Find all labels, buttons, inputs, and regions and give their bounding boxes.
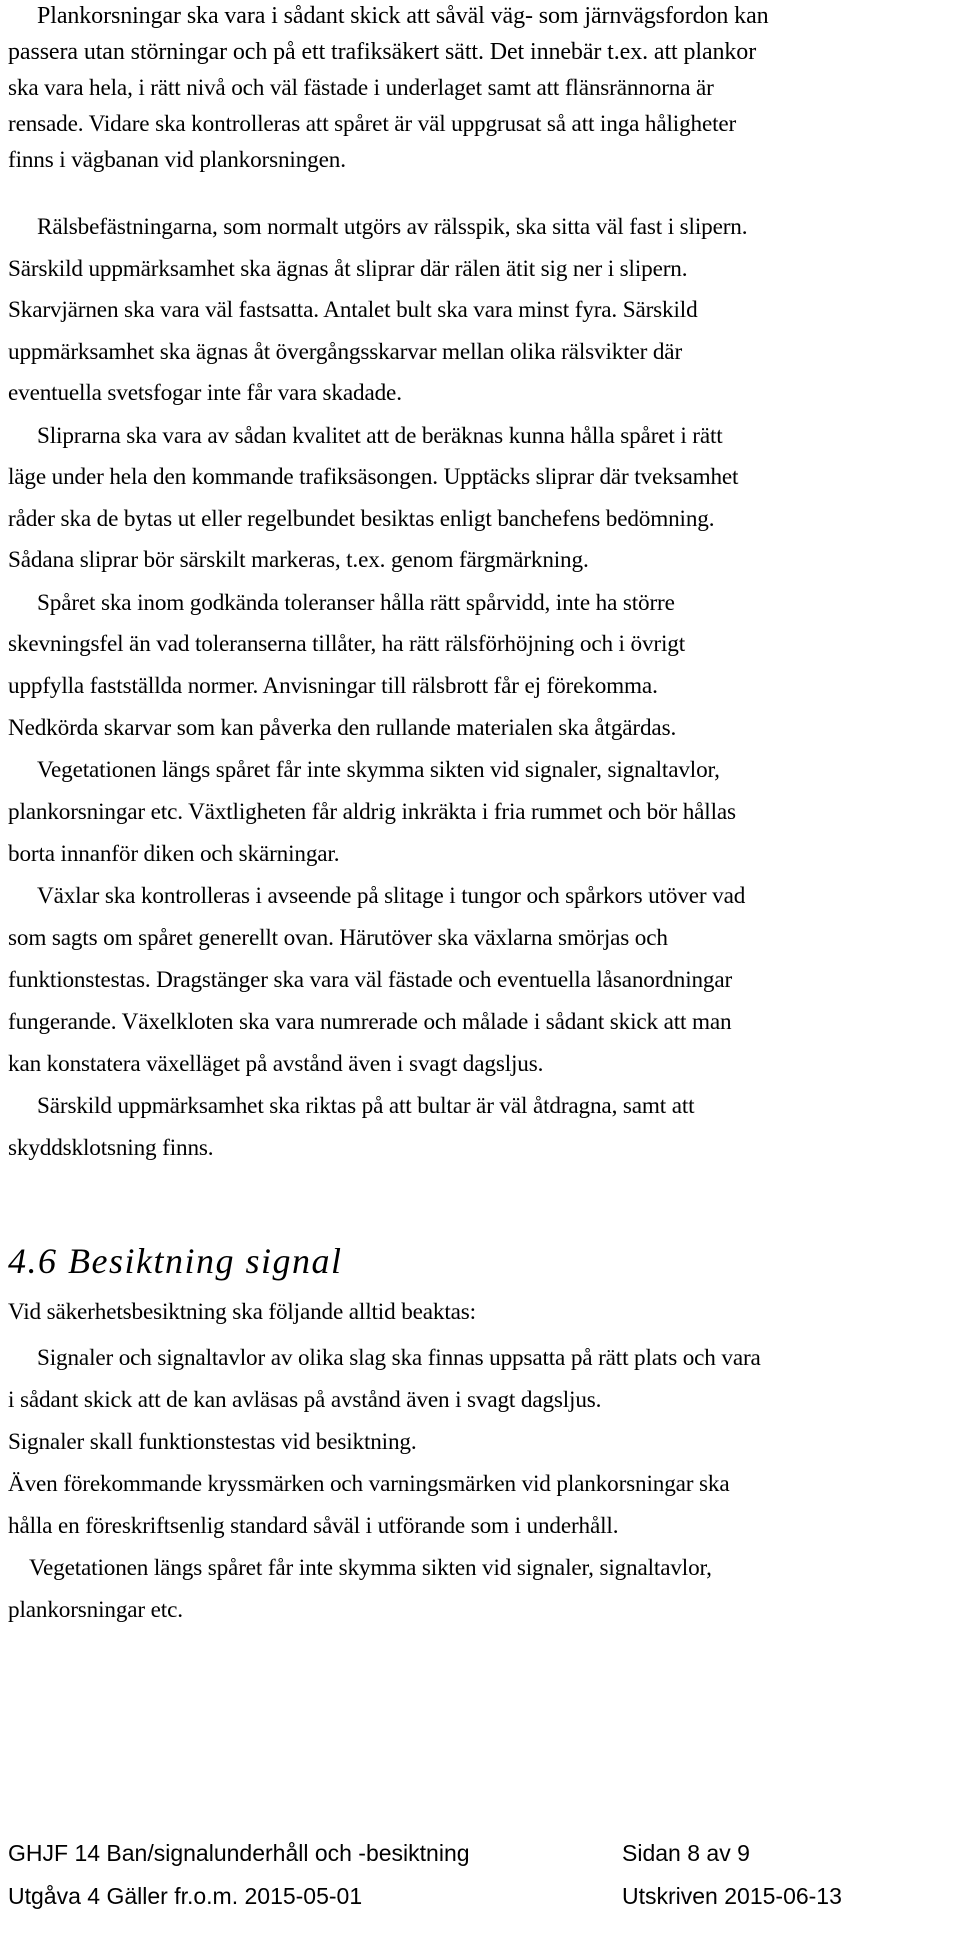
footer-edition: Utgåva 4 Gäller fr.o.m. 2015-05-01 [8, 1883, 363, 1909]
line-text: hålla en föreskriftsenlig standard såväl i utförande som i underhåll. [8, 1513, 619, 1539]
line-text: Vid säkerhetsbesiktning ska följande alltid beaktas: [8, 1299, 476, 1325]
line-text: eventuella svetsfogar inte får vara skadade. [8, 380, 402, 406]
line-text: fungerande. Växelkloten ska vara numrerade och målade i sådant skick att man [8, 1009, 732, 1035]
line-text: Sliprarna ska vara av sådan kvalitet att de beräknas kunna hålla spåret i rätt [37, 423, 723, 449]
line-text: Vegetationen längs spåret får inte skymma sikten vid signaler, signaltavlor, [29, 1555, 712, 1581]
line-text: Även förekommande kryssmärken och varningsmärken vid plankorsningar ska [8, 1471, 730, 1497]
line-text: Nedkörda skarvar som kan påverka den rullande materialen ska åtgärdas. [8, 715, 677, 741]
line-text: Spåret ska inom godkända toleranser hålla rätt spårvidd, inte ha större [37, 590, 675, 616]
line-text: Skarvjärnen ska vara väl fastsatta. Antalet bult ska vara minst fyra. Särskild [8, 297, 698, 323]
line-text: Vegetationen längs spåret får inte skymma sikten vid signaler, signaltavlor, [37, 757, 720, 783]
line-text: skyddsklotsning finns. [8, 1135, 214, 1161]
line-text: passera utan störningar och på ett trafiksäkert sätt. Det innebär t.ex. att plankor [8, 39, 757, 65]
line-text: borta innanför diken och skärningar. [8, 841, 340, 867]
line-text: Signaler och signaltavlor av olika slag ska finnas uppsatta på rätt plats och vara [37, 1345, 761, 1371]
line-text: Signaler skall funktionstestas vid besiktning. [8, 1429, 417, 1455]
line-text: plankorsningar etc. [8, 1597, 183, 1623]
line-text: i sådant skick att de kan avläsas på avstånd även i svagt dagsljus. [8, 1387, 602, 1413]
line-text: Plankorsningar ska vara i sådant skick att såväl väg- som järnvägsfordon kan [37, 3, 769, 29]
line-text: som sagts om spåret generellt ovan. Härutöver ska växlarna smörjas och [8, 925, 668, 951]
footer-page-info: Sidan 8 av 9 [622, 1840, 750, 1866]
footer-doc-title: GHJF 14 Ban/signalunderhåll och -besiktning [8, 1840, 470, 1866]
line-text: rensade. Vidare ska kontrolleras att spåret är väl uppgrusat så att inga håligheter [8, 111, 737, 137]
section-heading: 4.6 Besiktning signal [8, 1241, 343, 1281]
line-text: uppmärksamhet ska ägnas åt övergångsskarvar mellan olika rälsvikter där [8, 339, 683, 365]
line-text: Särskild uppmärksamhet ska riktas på att bultar är väl åtdragna, samt att [37, 1093, 695, 1119]
line-text: kan konstatera växelläget på avstånd även i svagt dagsljus. [8, 1051, 544, 1077]
line-text: Växlar ska kontrolleras i avseende på slitage i tungor och spårkors utöver vad [37, 883, 746, 909]
footer-printed-date: Utskriven 2015-06-13 [622, 1883, 842, 1909]
line-text: funktionstestas. Dragstänger ska vara väl fästade och eventuella låsanordningar [8, 967, 733, 993]
line-text: skevningsfel än vad toleranserna tillåter, ha rätt rälsförhöjning och i övrigt [8, 631, 685, 657]
line-text: råder ska de bytas ut eller regelbundet besiktas enligt banchefens bedömning. [8, 506, 715, 532]
line-text: läge under hela den kommande trafiksäsongen. Upptäcks sliprar där tveksamhet [8, 464, 739, 490]
line-text: uppfylla fastställda normer. Anvisningar till rälsbrott får ej förekomma. [8, 673, 658, 699]
line-text: Särskild uppmärksamhet ska ägnas åt sliprar där rälen ätit sig ner i slipern. [8, 256, 688, 282]
line-text: Rälsbefästningarna, som normalt utgörs av rälsspik, ska sitta väl fast i slipern. [37, 214, 748, 240]
line-text: ska vara hela, i rätt nivå och väl fästade i underlaget samt att flänsrännorna är [8, 75, 714, 101]
line-text: plankorsningar etc. Växtligheten får aldrig inkräkta i fria rummet och bör hållas [8, 799, 736, 825]
line-text: finns i vägbanan vid plankorsningen. [8, 147, 346, 173]
line-text: Sådana sliprar bör särskilt markeras, t.ex. genom färgmärkning. [8, 547, 589, 573]
